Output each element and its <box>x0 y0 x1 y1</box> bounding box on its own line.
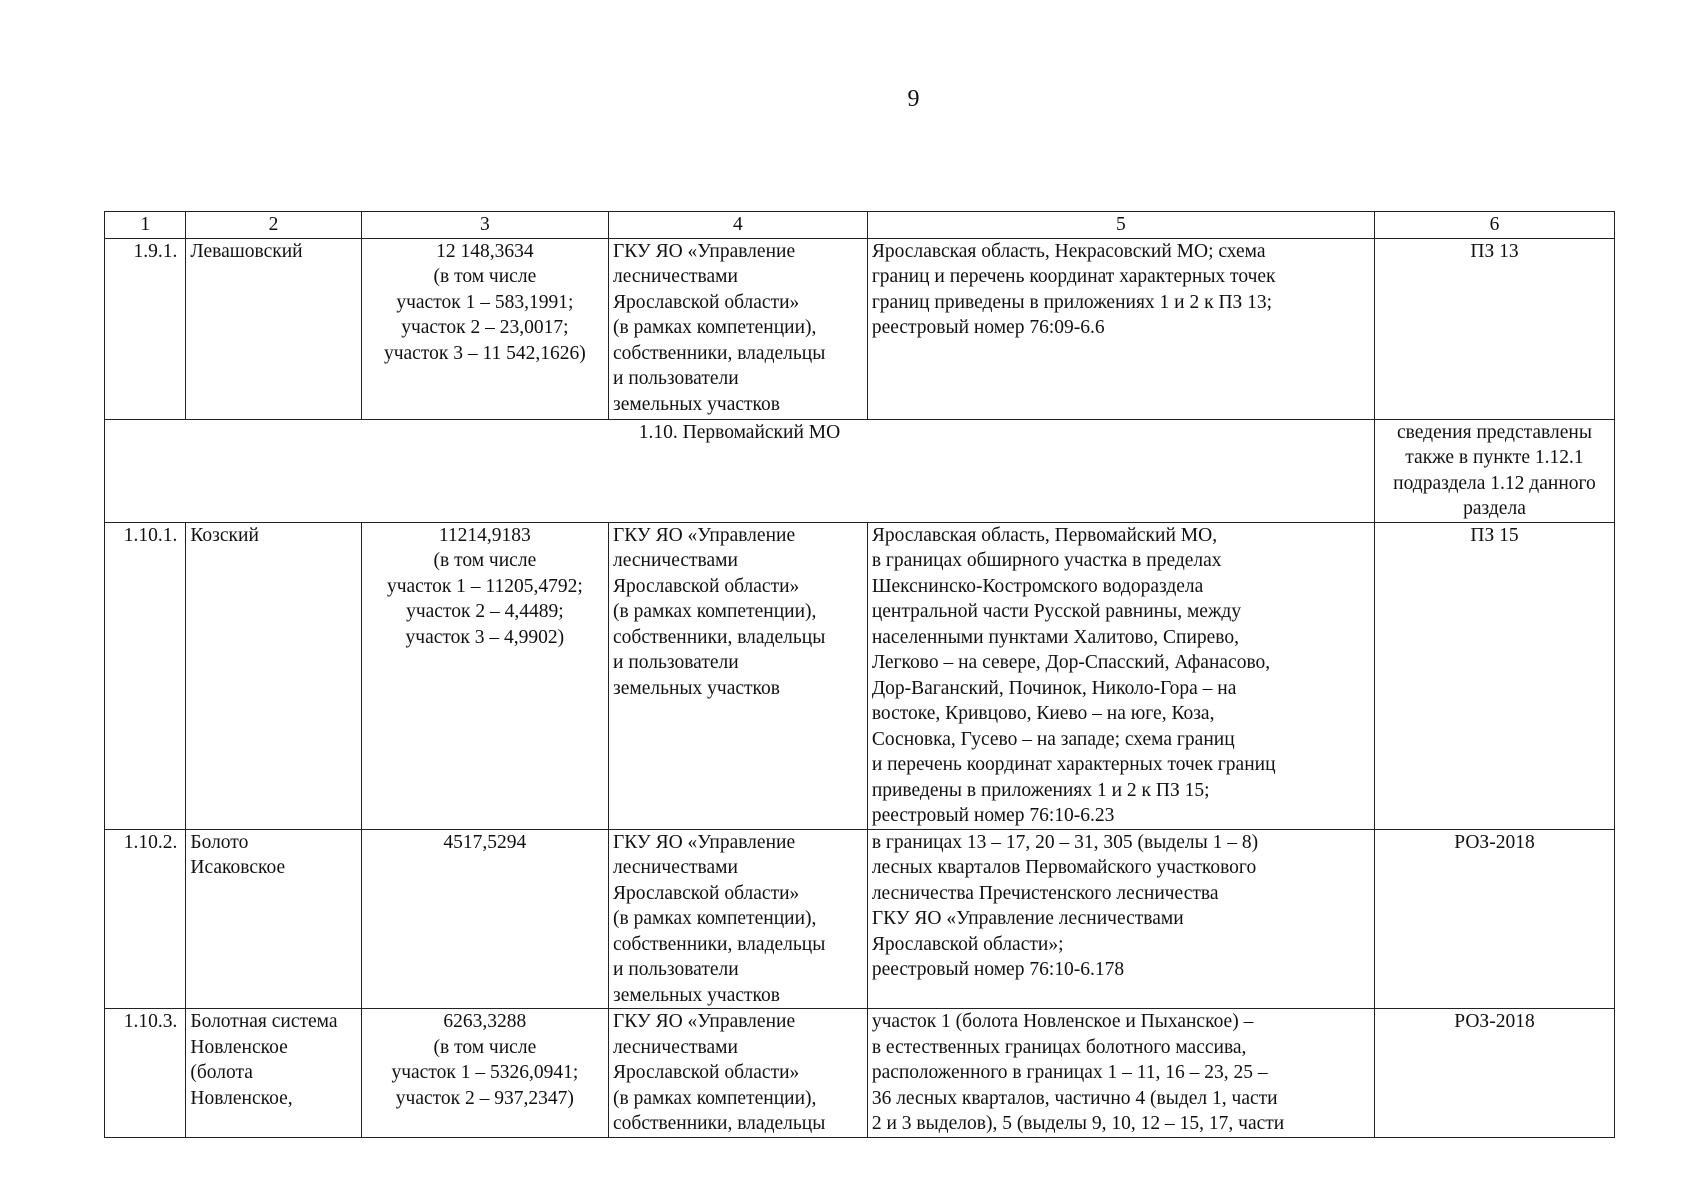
document-ref: ПЗ 13 <box>1374 238 1614 419</box>
location-description: участок 1 (болота Новленское и Пыханское) – в естественных границах болотного массива, расположенного в границах 1 – 11, 16 – 23, 25 – 36 лесных кварталов, частично 4 (выдел 1, части 2 и 3 выделов), 5 (выделы 9, 10, 12 – 15, 17, части <box>867 1009 1374 1138</box>
object-name: Болотная система Новленское (болота Новленское, <box>186 1009 361 1138</box>
header-cell: 6 <box>1374 212 1614 239</box>
document-ref: ПЗ 15 <box>1374 522 1614 829</box>
header-cell: 1 <box>105 212 186 239</box>
object-name: Болото Исаковское <box>186 829 361 1009</box>
table-row <box>105 522 1615 829</box>
section-note: сведения представлены также в пункте 1.12.1 подраздела 1.12 данного раздела <box>1374 419 1614 522</box>
table-row <box>105 238 1615 419</box>
registry-table <box>104 211 1615 1138</box>
organization: ГКУ ЯО «Управление лесничествами Ярославской области» (в рамках компетенции), собственники, владельцы и пользователи земельных участков <box>609 522 868 829</box>
header-cell: 2 <box>186 212 361 239</box>
row-number: 1.10.3. <box>105 1009 186 1138</box>
organization: ГКУ ЯО «Управление лесничествами Ярославской области» (в рамках компетенции), собственники, владельцы и пользователи земельных участков <box>609 238 868 419</box>
object-name: Левашовский <box>186 238 361 419</box>
row-number: 1.10.1. <box>105 522 186 829</box>
header-cell: 5 <box>867 212 1374 239</box>
section-row <box>105 419 1615 522</box>
location-description: в границах 13 – 17, 20 – 31, 305 (выделы 1 – 8) лесных кварталов Первомайского участкового лесничества Пречистенского лесничества ГКУ ЯО «Управление лесничествами Ярославской области»; реестровый номер 76:10-6.178 <box>867 829 1374 1009</box>
document-ref: РОЗ-2018 <box>1374 829 1614 1009</box>
object-name: Козский <box>186 522 361 829</box>
organization: ГКУ ЯО «Управление лесничествами Ярославской области» (в рамках компетенции), собственники, владельцы и пользователи земельных участков <box>609 829 868 1009</box>
table-row <box>105 1009 1615 1138</box>
area-value: 4517,5294 <box>361 829 608 1009</box>
table-row <box>105 829 1615 1009</box>
document-ref: РОЗ-2018 <box>1374 1009 1614 1138</box>
area-value: 6263,3288 (в том числе участок 1 – 5326,0941; участок 2 – 937,2347) <box>361 1009 608 1138</box>
row-number: 1.10.2. <box>105 829 186 1009</box>
section-title: 1.10. Первомайский МО <box>105 419 1375 522</box>
page-number: 9 <box>907 86 920 112</box>
area-value: 12 148,3634 (в том числе участок 1 – 583,1991; участок 2 – 23,0017; участок 3 – 11 542,1626) <box>361 238 608 419</box>
header-cell: 3 <box>361 212 608 239</box>
header-cell: 4 <box>609 212 868 239</box>
organization: ГКУ ЯО «Управление лесничествами Ярославской области» (в рамках компетенции), собственники, владельцы <box>609 1009 868 1138</box>
location-description: Ярославская область, Первомайский МО, в границах обширного участка в пределах Шекснинско-Костромского водораздела центральной части Русской равнины, между населенными пунктами Халитово, Спирево, Легково – на севере, Дор-Спасский, Афанасово, Дор-Ваганский, Починок, Николо-Гора – на востоке, Кривцово, Киево – на юге, Коза, Сосновка, Гусево – на западе; схема границ и перечень координат характерных точек границ приведены в приложениях 1 и 2 к ПЗ 15; реестровый номер 76:10-6.23 <box>867 522 1374 829</box>
area-value: 11214,9183 (в том числе участок 1 – 11205,4792; участок 2 – 4,4489; участок 3 – 4,9902) <box>361 522 608 829</box>
row-number: 1.9.1. <box>105 238 186 419</box>
table-header-row <box>105 212 1615 239</box>
location-description: Ярославская область, Некрасовский МО; схема границ и перечень координат характерных точек границ приведены в приложениях 1 и 2 к ПЗ 13; реестровый номер 76:09-6.6 <box>867 238 1374 419</box>
